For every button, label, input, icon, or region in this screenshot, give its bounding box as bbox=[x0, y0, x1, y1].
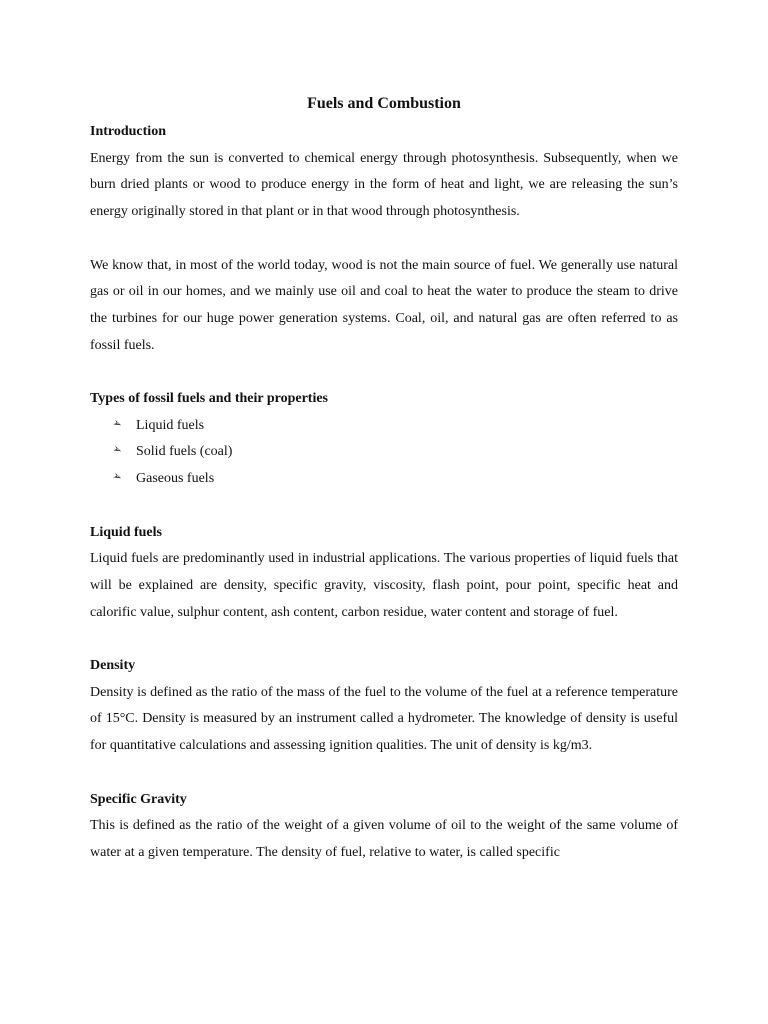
list-item-label: Solid fuels (coal) bbox=[136, 444, 233, 460]
list-item-label: Liquid fuels bbox=[136, 417, 205, 433]
heading-specific-gravity: Specific Gravity bbox=[90, 791, 187, 807]
paragraph-specific-gravity: This is defined as the ratio of the weight of a given volume of oil to the weight of the same volume of water at a given temperature. The density of fuel, relative to water, is called specific bbox=[90, 818, 678, 860]
arrow-bullet-icon: ➢ bbox=[110, 442, 125, 458]
arrow-bullet-icon: ➢ bbox=[110, 415, 125, 432]
document-page bbox=[90, 90, 678, 867]
heading-density: Density bbox=[90, 658, 136, 673]
paragraph-liquid-fuels: Liquid fuels are predominantly used in industrial applications. The various properties of liquid fuels that will be explained are density, specific gravity, viscosity, flash point, pour point, specific heat and calorific value, sulphur content, ash content, carbon residue, water content and storage of fuel. bbox=[90, 551, 678, 620]
heading-liquid-fuels: Liquid fuels bbox=[90, 524, 162, 540]
list-item-label: Gaseous fuels bbox=[136, 471, 215, 487]
list-item bbox=[112, 413, 678, 440]
paragraph-density: Density is defined as the ratio of the mass of the fuel to the volume of the fuel at a reference temperature of 15°C. Density is measured by an instrument called a hydrometer. The knowledge of density is useful for quantitative calculations and assessing ignition qualities. The unit of density is kg/m3. bbox=[90, 684, 678, 754]
heading-introduction: Introduction bbox=[90, 124, 166, 139]
paragraph-introduction-1: Energy from the sun is converted to chemical energy through photosynthesis. Subsequently, when we burn dried plants or wood to produce energy in the form of heat and light, we are releasing the sun’s energy originally stored in that plant or in that wood through photosynthesis. bbox=[90, 150, 678, 220]
arrow-bullet-icon: ➢ bbox=[110, 468, 125, 485]
list-item bbox=[112, 466, 678, 493]
paragraph-introduction-2: We know that, in most of the world today, wood is not the main source of fuel. We generally use natural gas or oil in our homes, and we mainly use oil and coal to heat the water to produce the steam to drive the turbines for our huge power generation systems. Coal, oil, and natural gas are often referred to as fossil fuels. bbox=[90, 257, 678, 353]
document-title: Fuels and Combustion bbox=[307, 95, 461, 112]
list-item bbox=[112, 439, 678, 466]
heading-types-of-fossil-fuels: Types of fossil fuels and their properties bbox=[90, 391, 329, 406]
fossil-fuel-types-list bbox=[90, 413, 678, 493]
